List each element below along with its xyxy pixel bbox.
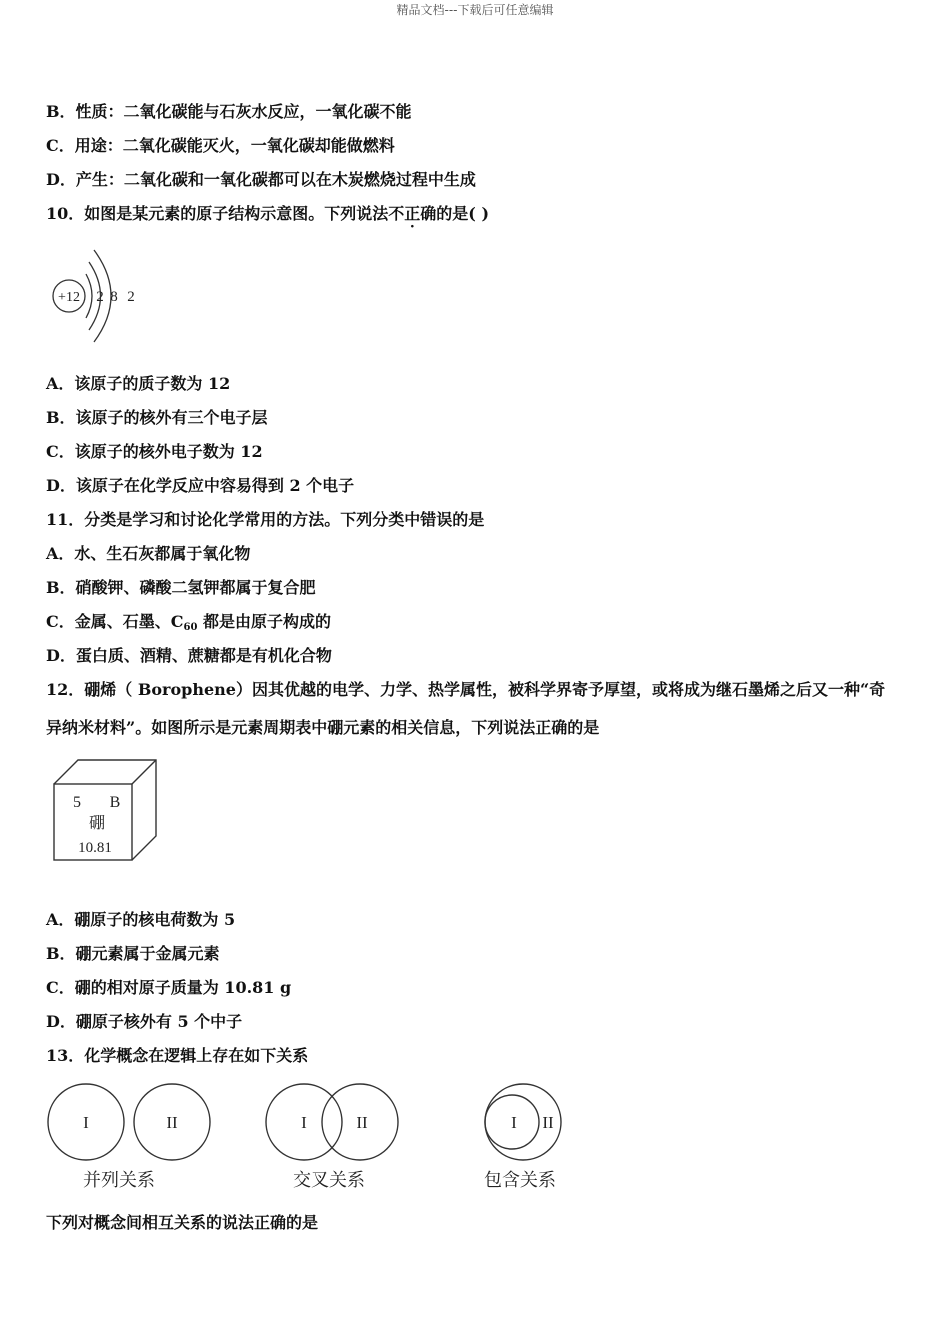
intersect-label-two: II	[356, 1113, 368, 1132]
contain-label-one: I	[511, 1113, 517, 1132]
q10-option-c: C．该原子的核外电子数为 12	[46, 442, 263, 461]
q10-option-d: D．该原子在化学反应中容易得到 2 个电子	[46, 476, 355, 495]
q10-option-a: A．该原子的质子数为 12	[46, 374, 231, 393]
q12-stem-line1: 12．硼烯（ Borophene）因其优越的电学、力学、热学属性，被科学界寄予厚望，或将成为继石墨烯之后又一种“奇	[46, 680, 886, 699]
contain-label-two: II	[542, 1113, 554, 1132]
q13-follow-up: 下列对概念间相互关系的说法正确的是	[46, 1213, 319, 1232]
caption-parallel: 并列关系	[83, 1170, 155, 1191]
q10-stem-emphasis: 不正确	[388, 204, 437, 223]
electron-shell-1	[86, 274, 92, 318]
q11-option-d: D．蛋白质、酒精、蔗糖都是有机化合物	[46, 646, 332, 665]
q12-option-a: A．硼原子的核电荷数为 5	[46, 910, 236, 929]
nucleus-charge: +12	[58, 290, 80, 305]
q10-stem-before: 10．如图是某元素的原子结构示意图。下列说法	[46, 204, 389, 223]
q11-option-c	[46, 612, 331, 638]
caption-intersect: 交叉关系	[293, 1170, 365, 1191]
boron-element-card	[46, 756, 164, 866]
q10-stem	[46, 204, 489, 224]
q11-option-c-before: C．金属、石墨、C	[46, 612, 184, 631]
q12-option-d: D．硼原子核外有 5 个中子	[46, 1012, 243, 1031]
q12-stem-line2: 异纳米材料”。如图所示是元素周期表中硼元素的相关信息，下列说法正确的是	[46, 718, 600, 737]
q11-option-b: B．硝酸钾、磷酸二氢钾都属于复合肥	[46, 578, 316, 597]
q11-stem: 11．分类是学习和讨论化学常用的方法。下列分类中错误的是	[46, 510, 485, 529]
q10-stem-after: 的是( )	[436, 204, 490, 223]
shell-3-electrons: 2	[127, 289, 135, 305]
element-symbol: B	[109, 794, 121, 811]
atom-structure-diagram	[46, 236, 146, 351]
q9-option-b: B．性质：二氧化碳能与石灰水反应，一氧化碳不能	[46, 102, 412, 121]
q10-option-b: B．该原子的核外有三个电子层	[46, 408, 268, 427]
q9-option-c: C．用途：二氧化碳能灭火，一氧化碳却能做燃料	[46, 136, 395, 155]
parallel-label-one: I	[83, 1113, 89, 1132]
q9-option-d: D．产生：二氧化碳和一氧化碳都可以在木炭燃烧过程中生成	[46, 170, 476, 189]
shell-2-electrons: 8	[110, 289, 118, 305]
atomic-number: 5	[73, 794, 81, 811]
q11-option-c-subscript: 60	[183, 622, 198, 633]
q11-option-a: A．水、生石灰都属于氧化物	[46, 544, 251, 563]
concept-relationship-diagrams	[40, 1078, 580, 1196]
intersect-label-one: I	[301, 1113, 307, 1132]
parallel-label-two: II	[166, 1113, 178, 1132]
element-name: 硼	[88, 813, 106, 832]
q11-option-c-after: 都是由原子构成的	[197, 612, 331, 631]
page-header: 精品文档---下载后可任意编辑	[396, 3, 554, 17]
shell-1-electrons: 2	[96, 289, 104, 305]
q13-stem: 13．化学概念在逻辑上存在如下关系	[46, 1046, 309, 1065]
q12-option-b: B．硼元素属于金属元素	[46, 944, 220, 963]
caption-contain: 包含关系	[484, 1170, 556, 1191]
q12-option-c: C．硼的相对原子质量为 10.81 g	[46, 978, 292, 997]
atomic-mass: 10.81	[78, 840, 112, 856]
card-edge	[132, 760, 156, 784]
